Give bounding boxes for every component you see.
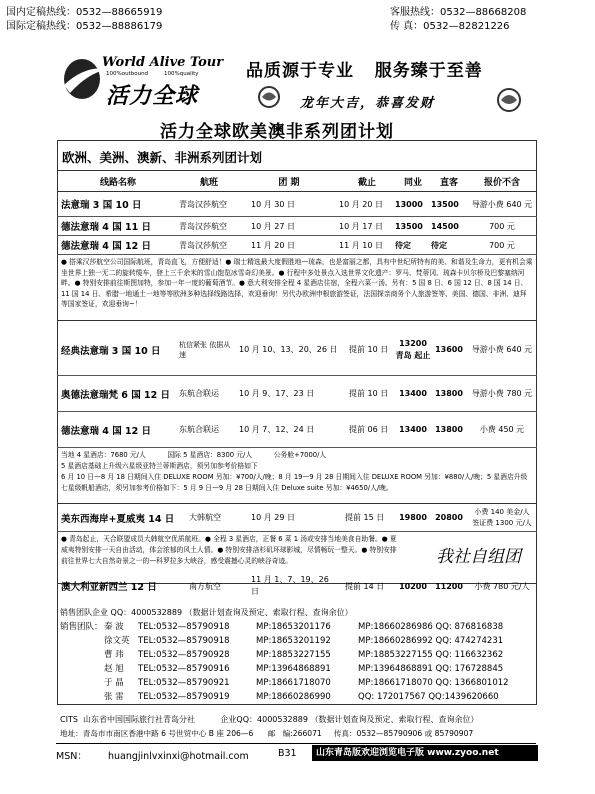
list-item <box>104 620 536 634</box>
direct-price: 13800 <box>435 425 463 434</box>
route-name: 德法意瑞 4 国 12 日 <box>61 241 152 252</box>
brand-tag-quality: 100%quality <box>164 71 199 77</box>
direct-price: 14500 <box>431 221 459 231</box>
col-peer: 同业 <box>403 177 422 188</box>
route-name: 奥德法意瑞梵 6 国 12 日 <box>61 389 171 401</box>
sales-name: 赵 旭 <box>104 664 124 674</box>
sales-extra: MP:18853227155 QQ: 116632362 <box>358 650 504 660</box>
col-flight: 航班 <box>199 177 218 188</box>
visa-price: 签证费 1300 元/人 <box>472 518 532 527</box>
table-row <box>57 376 537 412</box>
logo <box>60 55 225 109</box>
rows-group-a <box>57 192 537 321</box>
tour-date: 10 月 27 日 <box>251 221 295 231</box>
sales-extra: MP:18661718070 QQ: 1366801012 <box>358 678 509 688</box>
list-item <box>104 690 536 704</box>
flight: 东航合联运 <box>179 389 219 398</box>
edition-banner: 山东青岛版欢迎浏览电子版 www.zyoo.net <box>312 745 538 761</box>
cutoff: 提前 06 日 <box>349 425 389 434</box>
cutoff: 提前 10 日 <box>349 345 389 354</box>
price-excl: 700 元 <box>489 240 515 250</box>
cutoff: 提前 14 日 <box>345 581 385 591</box>
table-row <box>57 566 537 606</box>
price-excl: 小费 450 元 <box>479 425 525 434</box>
table-row <box>57 192 537 217</box>
direct-price: 待定 <box>431 240 447 250</box>
domestic-hotline: 国内定稿热线：0532—88665919 <box>6 7 163 18</box>
route-name: 德法意瑞 4 国 12 日 <box>61 425 152 437</box>
hotel-note-line: 当地 4 星酒店：7680 元/人 国际 5 星酒店：8300 元/人 公务舱+7000/人 <box>61 451 327 459</box>
flight: 大韩航空 <box>189 513 221 522</box>
sales-mp: MP:18653201192 <box>256 636 331 646</box>
greeting: 龙年大吉，恭喜发财 <box>300 96 436 111</box>
cutoff: 提前 15 日 <box>345 513 385 522</box>
fax-number: 传 真：0532—82821226 <box>390 21 510 32</box>
sales-mp: MP:13964868891 <box>256 664 331 674</box>
direct-price: 13600 <box>435 345 463 354</box>
col-route: 线路名称 <box>99 177 136 188</box>
sales-name: 徐文英 <box>104 636 130 646</box>
tour-date: 10 月 30 日 <box>251 199 295 209</box>
flight: 青岛汉莎航空 <box>179 221 227 231</box>
sales-extra: QQ: 172017567 QQ:1439620660 <box>358 692 499 702</box>
peer-price: 13200 青岛 起止 <box>395 338 431 360</box>
sales-tel: TEL:0532—85790919 <box>138 692 230 702</box>
flight: 青岛汉莎航空 <box>179 199 227 209</box>
cutoff: 10 月 20 日 <box>339 199 383 209</box>
table-header <box>57 170 537 192</box>
sales-label: 销售团队： <box>60 622 103 632</box>
route-name: 法意瑞 3 国 10 日 <box>61 200 142 211</box>
direct-price: 13800 <box>435 389 463 398</box>
peer-price: 13500 <box>395 221 423 231</box>
brand-cn-name: 活力全球 <box>106 84 199 109</box>
sales-mp: MP:18661718070 <box>256 678 331 688</box>
sales-name: 秦 波 <box>104 622 124 632</box>
hotel-note-line: 6 月 10 日—8 月 18 日期间入住 DELUXE ROOM 另加：¥700/人/晚；8 月 19—9 月 28 日期间入住 DELUXE ROOM 另加：¥880/人/晚；5 星酒店升级七星级帆船酒店，须另加参考价格如下：5 月 9 日—9 月 28 日期间入住 Deluxe suite 另加：¥4650/人/晚。 <box>61 473 528 492</box>
direct-price: 20800 <box>435 513 463 522</box>
sales-mp: MP:18660286990 <box>256 692 331 702</box>
peer-price: 13000 <box>395 199 423 209</box>
section-title: 欧洲、美洲、澳新、非洲系列团计划 <box>62 150 263 165</box>
price-excl: 导游小费 640 元 <box>471 199 533 209</box>
cutoff: 10 月 17 日 <box>339 221 383 231</box>
route-name: 美东西海岸+夏威夷 14 日 <box>61 513 175 525</box>
peer-price: 10200 <box>399 581 427 591</box>
sales-mp: MP:18653201176 <box>256 622 331 632</box>
hotel-note-line: 5 星酒店基础上升级六星级亚特兰蒂斯酒店，须另加参考价格如下 <box>61 462 258 470</box>
table-row <box>57 324 537 376</box>
sales-tel: TEL:0532—85790916 <box>138 664 230 674</box>
table-row <box>57 236 537 255</box>
sales-tel: TEL:0532—85790918 <box>138 622 230 632</box>
brand-tag-outbound: 100%outbound <box>106 71 149 77</box>
footer-divider <box>56 743 536 744</box>
tour-date: 10 月 9、17、23 日 <box>239 389 315 398</box>
price-excl: 导游小费 640 元 <box>471 345 533 354</box>
sales-extra: MP:18660286986 QQ: 876816838 <box>358 622 504 632</box>
rows-group-b <box>57 324 537 504</box>
list-item <box>104 634 536 648</box>
hotel-notes <box>57 448 537 504</box>
msn-contact: MSN： huangjinlvxinxi@hotmail.com <box>56 751 249 762</box>
sales-tel: TEL:0532—85790918 <box>138 636 230 646</box>
sales-extra: MP:18660286992 QQ: 474274231 <box>358 636 504 646</box>
sales-list <box>104 620 536 704</box>
direct-price: 11200 <box>435 581 463 591</box>
tour-date: 10 月 29 日 <box>251 513 295 522</box>
col-price: 报价不含 <box>483 177 520 188</box>
table-row <box>57 217 537 236</box>
direct-price: 13500 <box>431 199 459 209</box>
peer-price: 19800 <box>399 513 427 522</box>
sales-extra: MP:13964868891 QQ: 176728845 <box>358 664 504 674</box>
sales-name: 曹 玮 <box>104 650 124 660</box>
flight: 杭信紧张 依据从速 <box>179 340 231 359</box>
route-name: 经典法意瑞 3 国 10 日 <box>61 345 161 357</box>
flight: 南方航空 <box>189 581 221 591</box>
list-item <box>104 662 536 676</box>
company-address: 地址：青岛市市南区香港中路 6 号世贸中心 B 座 206—6 邮 编:266071 传真：0532—85790906 或 85790907 <box>60 729 474 738</box>
tip-price: 小费 140 美金/人 <box>474 507 530 516</box>
company-info: CITS 山东省中国国际旅行社青岛分社 企业QQ：4000532889 （数据计划查询及预定、索取行程、查询余位） <box>60 715 479 724</box>
peer-price: 13400 <box>399 425 427 434</box>
tour-date: 11 月 1、7、19、26 日 <box>251 575 329 596</box>
sales-mp: MP:18853227155 <box>256 650 331 660</box>
intl-hotline: 国际定稿热线：0532—88886179 <box>6 21 163 32</box>
col-direct: 直客 <box>439 177 458 188</box>
list-item <box>104 648 536 662</box>
slogan: 品质源于专业 服务臻于至善 <box>246 61 483 81</box>
europe-notes: ● 搭乘汉莎航空公司国际航班，青岛直飞，方便舒适！● 瑞士精选最大度假胜地—琉森，也是富丽之都，具有中世纪所特有的美、和谐及生命力，更有机会乘坐世界上独一无二的旋转缆车，登上三千余米的雪山饱览冰雪奇幻美景。● 行程中多处景点入选世界文化遗产：罗马、梵蒂冈、琉森卡贝尔桥及巴黎塞纳河畔。● 特别安排前往斯图加特，参加一年一度的葡萄酒节。● 意大利安排全程 4 星酒店住宿，全程六菜一汤。另有：5 国 8 日、6 国 12 日、8 国 14 日、11 国 14 日、希腊一地通土一地等等欧洲多种选择线路选择，欢迎垂询！另代办欧洲申根旅游签证，法国探亲商务个人旅游签等、美国、德国、非洲、迪拜等国家签证，欢迎垂询~！ <box>57 255 537 321</box>
sales-tel: TEL:0532—85790928 <box>138 650 230 660</box>
list-item <box>104 676 536 690</box>
dragon-right-icon <box>494 86 524 114</box>
sales-name: 于 晶 <box>104 678 124 688</box>
peer-price: 13400 <box>399 389 427 398</box>
sales-header: 销售团队企业 QQ：4000532889 （数据计划查询及预定、索取行程、查询余位） <box>60 608 353 617</box>
price-excl: 700 元 <box>489 221 515 231</box>
america-notes-text: ● 青岛起止，天合联盟成员大韩航空优质航班。● 全程 3 星酒店，正餐 6 菜 1 汤或安排当地美食自助餐。● 夏威夷特别安排一天自由活动，体会浓郁的风土人情。● 特别安排洛杉矶环球影城，尽情畅玩一整天。● 特别安排前往世界七大自然奇景之一的—科罗拉多大峡谷，感受震撼心灵的峡谷奇迹。 <box>61 535 397 565</box>
tour-date: 11 月 20 日 <box>251 240 295 250</box>
self-organized-stamp: 我社自组团 <box>436 547 521 567</box>
service-hotline: 客服热线：0532—88668208 <box>390 7 527 18</box>
cutoff: 11 月 10 日 <box>339 240 383 250</box>
peer-price: 待定 <box>395 240 411 250</box>
flight: 东航合联运 <box>179 425 219 434</box>
price-excl: 导游小费 780 元 <box>471 389 533 398</box>
route-name: 澳大利亚新西兰 12 日 <box>61 582 157 593</box>
route-name: 德法意瑞 4 国 11 日 <box>61 222 152 233</box>
main-title: 活力全球欧美澳非系列团计划 <box>160 122 394 142</box>
table-row <box>57 412 537 448</box>
flight: 青岛汉莎航空 <box>179 240 227 250</box>
price-excl: 小费 780 元/人 <box>474 581 530 591</box>
col-date: 团 期 <box>278 177 300 188</box>
page-number: B31 <box>278 748 297 759</box>
sales-tel: TEL:0532—85790921 <box>138 678 230 688</box>
tour-date: 10 月 10、13、20、26 日 <box>239 345 338 354</box>
col-cutoff: 截止 <box>357 177 376 188</box>
sales-name: 张 雷 <box>104 692 124 702</box>
tour-date: 10 月 7、12、24 日 <box>239 425 315 434</box>
dragon-left-icon <box>256 84 282 110</box>
table-row <box>57 504 537 532</box>
brand-name: World Alive Tour <box>102 55 224 70</box>
cutoff: 提前 10 日 <box>349 389 389 398</box>
price-excl <box>467 507 537 529</box>
